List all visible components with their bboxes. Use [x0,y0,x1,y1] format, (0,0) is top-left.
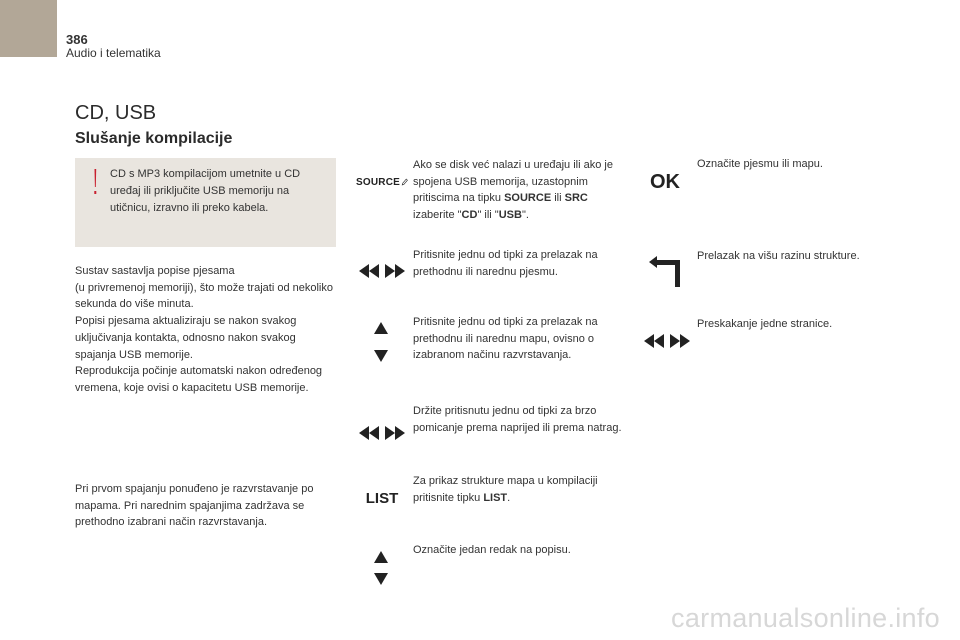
down-arrow-icon [374,573,388,585]
back-arrow-icon [646,253,684,289]
list-button-icon [360,488,404,508]
key-cd: CD [461,208,478,221]
up-down-arrows-icon [371,551,391,585]
compilation-paragraph [75,263,337,397]
ok-button-icon [645,170,685,194]
paragraph-line: Reprodukcija počinje automatski nakon određenog vremena, koje ovisi o kapacitetu USB memorije. [75,365,323,394]
left-right-arrows-icon [358,425,406,441]
step-text-part: " ili " [477,208,499,221]
step-ok-text: Označite pjesmu ili mapu. [697,158,823,170]
section-name: Audio i telematika [66,46,161,60]
step-back-text: Prelazak na višu razinu strukture. [697,250,860,262]
left-right-arrows-icon [358,263,406,279]
step-text-part: ". [521,208,529,221]
step-text-part: izaberite " [413,208,462,221]
step-folder-text: Pritisnite jednu od tipki za prelazak na prethodnu ili narednu mapu, ovisno o izabranom načinu razvrstavanja. [413,316,598,362]
page-title: CD, USB [75,102,157,124]
up-arrow-icon [374,322,388,334]
key-list: LIST [483,491,508,504]
step-track-text: Pritisnite jednu od tipki za prelazak na prethodnu ili narednu pjesmu. [413,249,598,278]
ok-label: OK [650,170,680,193]
source-button-icon [356,171,408,193]
step-page-skip-text: Preskakanje jedne stranice. [697,318,833,330]
step-text-part: Za prikaz strukture mapa u kompilaciji pritisnite tipku [413,475,598,504]
step-text-part: Ako se disk već nalazi u uređaju ili ako je spojena USB memorija, uzastopnim pritiscima na tipku [413,159,613,205]
step-source-text [413,157,623,223]
exclamation-icon [89,168,101,196]
sorting-paragraph: Pri prvom spajanju ponuđeno je razvrstavanje po mapama. Pri narednim spajanjima zadržava se prethodno izabrani način razvrstavanja. [75,483,314,529]
step-list-text [413,473,623,506]
key-src: SRC [564,192,588,205]
key-usb: USB [498,208,522,221]
down-arrow-icon [374,350,388,362]
corner-tab [0,0,57,57]
list-label: LIST [365,489,399,507]
left-right-arrows-icon [643,333,691,349]
up-arrow-icon [374,551,388,563]
source-label: SOURCE [356,176,400,188]
notice-box [75,158,336,247]
watermark: carmanualsonline.info [671,603,940,633]
paragraph-line: Popisi pjesama aktualiziraju se nakon svakog uključivanja kontakta, odnosno nakon svakog spajanja USB memorije. [75,315,297,361]
page-number: 386 [66,32,88,47]
step-seek-text: Držite pritisnutu jednu od tipki za brzo pomicanje prema naprijed ili prema natrag. [413,405,622,434]
up-down-arrows-icon [371,322,391,362]
step-text-part: . [507,491,511,504]
paragraph-line: (u privremenoj memoriji), što može trajati od nekoliko sekunda do više minuta. [75,281,333,311]
step-select-line-text: Označite jedan redak na popisu. [413,544,571,556]
step-text-part: ili [551,192,565,205]
paragraph-line: Sustav sastavlja popise pjesama [75,265,235,277]
notice-text: CD s MP3 kompilacijom umetnite u CD uređaj ili priključite USB memoriju na utičnicu, izravno ili preko kabela. [110,168,301,214]
page-subtitle: Slušanje kompilacije [75,130,233,147]
pencil-icon [401,175,408,189]
key-source: SOURCE [504,192,552,205]
